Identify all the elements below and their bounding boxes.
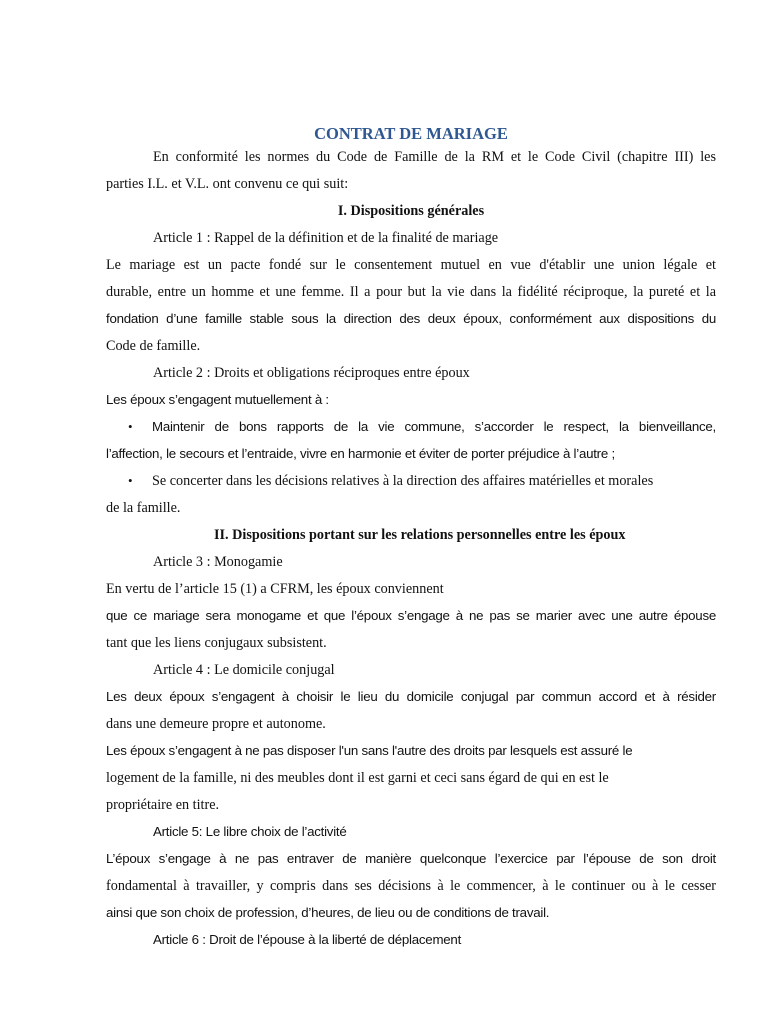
paragraph-line: fondation d’une famille stable sous la direction des deux époux, conformément aux dispositions du xyxy=(106,311,716,326)
intro-line: parties I.L. et V.L. ont convenu ce qui suit: xyxy=(106,176,349,192)
paragraph-line: logement de la famille, ni des meubles dont il est garni et ceci sans égard de qui en est le xyxy=(106,770,609,786)
paragraph-line: Les époux s’engagent mutuellement à : xyxy=(106,392,329,407)
paragraph-line: ainsi que son choix de profession, d’heures, de lieu ou de conditions de travail. xyxy=(106,905,550,920)
paragraph-line: propriétaire en titre. xyxy=(106,797,220,813)
list-item-continuation: de la famille. xyxy=(106,500,181,516)
paragraph-line: Code de famille. xyxy=(106,338,201,354)
document-title: CONTRAT DE MARIAGE xyxy=(314,124,508,143)
bullet-icon: • xyxy=(128,419,133,434)
section-heading: II. Dispositions portant sur les relations personnelles entre les époux xyxy=(214,527,626,543)
article-heading: Article 2 : Droits et obligations réciproques entre époux xyxy=(153,365,470,381)
article-heading: Article 3 : Monogamie xyxy=(153,554,283,570)
article-heading: Article 4 : Le domicile conjugal xyxy=(153,662,335,678)
paragraph-line: Le mariage est un pacte fondé sur le consentement mutuel en vue d'établir une union légale et xyxy=(106,257,716,273)
article-heading: Article 5: Le libre choix de l’activité xyxy=(153,824,347,839)
article-heading: Article 6 : Droit de l’épouse à la liberté de déplacement xyxy=(153,932,462,947)
bullet-icon: • xyxy=(128,473,133,488)
article-heading: Article 1 : Rappel de la définition et de la finalité de mariage xyxy=(153,230,499,246)
section-heading: I. Dispositions générales xyxy=(337,203,485,219)
list-item: Maintenir de bons rapports de la vie commune, s’accorder le respect, la bienveillance, xyxy=(152,419,716,434)
paragraph-line: tant que les liens conjugaux subsistent. xyxy=(106,635,327,651)
list-item: Se concerter dans les décisions relatives à la direction des affaires matérielles et morales xyxy=(152,473,654,489)
paragraph-line: L’époux s’engage à ne pas entraver de manière quelconque l’exercice par l’épouse de son droit xyxy=(106,851,716,866)
paragraph-line: durable, entre un homme et une femme. Il a pour but la vie dans la fidélité réciproque, la pureté et la xyxy=(106,284,716,300)
paragraph-line: Les deux époux s’engagent à choisir le lieu du domicile conjugal par commun accord et à résider xyxy=(106,689,716,704)
paragraph-line: dans une demeure propre et autonome. xyxy=(106,716,326,732)
intro-line: En conformité les normes du Code de Famille de la RM et le Code Civil (chapitre III) les xyxy=(153,149,716,165)
paragraph-line: En vertu de l’article 15 (1) a CFRM, les époux conviennent xyxy=(106,581,444,597)
paragraph-line: fondamental à travailler, y compris dans ses décisions à le commencer, à le continuer ou à le cesser xyxy=(106,878,716,894)
paragraph-line: Les époux s’engagent à ne pas disposer l'un sans l'autre des droits par lesquels est assuré le xyxy=(106,743,633,758)
list-item-continuation: l’affection, le secours et l’entraide, vivre en harmonie et éviter de porter préjudice à l’autre ; xyxy=(106,446,615,461)
paragraph-line: que ce mariage sera monogame et que l’époux s’engage à ne pas se marier avec une autre épouse xyxy=(106,608,716,623)
